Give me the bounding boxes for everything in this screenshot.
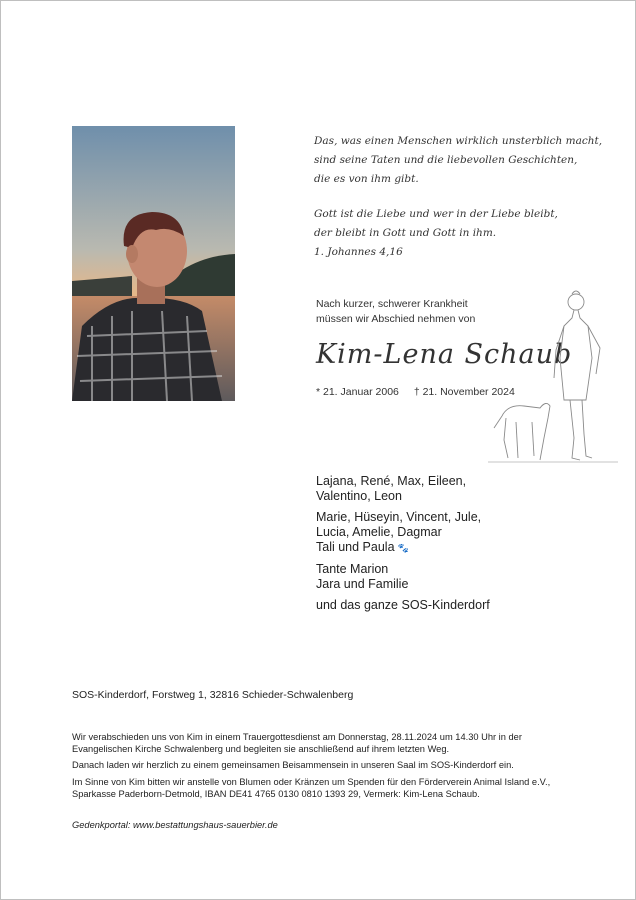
mourner-line: Tante Marion <box>316 562 389 576</box>
gathering-paragraph: Danach laden wir herzlich zu einem gemeinsamen Beisammensein in unseren Saal im SOS-Kinderdorf ein. <box>72 760 514 771</box>
bible-verse-line: der bleibt in Gott und Gott in ihm. <box>314 227 497 239</box>
donation-paragraph: Im Sinne von Kim bitten wir anstelle von Blumen oder Kränzen um Spenden für den Förderverein Animal Island e.V., Sparkasse Paderborn-Detmold, IBAN DE41 4765 0130 0810 1393 29, Vermerk: Kim-Lena Schaub. <box>72 776 551 799</box>
portrait-photo <box>72 126 235 401</box>
memorial-portal-link[interactable]: Gedenkportal: www.bestattungshaus-sauerbier.de <box>72 820 278 830</box>
mourner-line-text: Tali und Paula <box>316 540 395 554</box>
service-information <box>72 731 572 804</box>
mourner-line: Marie, Hüseyin, Vincent, Jule, <box>316 510 482 524</box>
mourners-list <box>316 474 490 619</box>
mourner-group <box>316 474 490 504</box>
mourner-line: Valentino, Leon <box>316 489 402 503</box>
mourner-group <box>316 562 490 592</box>
mourner-line: Lucia, Amelie, Dagmar <box>316 525 442 539</box>
line-drawing-girl-with-dog <box>488 288 618 468</box>
bible-reference: 1. Johannes 4,16 <box>314 246 403 258</box>
birth-date: * 21. Januar 2006 <box>316 386 399 398</box>
mourner-line: Jara und Familie <box>316 577 409 591</box>
poem-line: die es von ihm gibt. <box>314 173 419 185</box>
mourner-line: und das ganze SOS-Kinderdorf <box>316 598 490 612</box>
family-address: SOS-Kinderdorf, Forstweg 1, 32816 Schieder-Schwalenberg <box>72 689 354 701</box>
mourner-line <box>316 540 490 556</box>
deceased-name: Kim-Lena Schaub <box>316 339 573 370</box>
announcement-intro <box>316 297 475 327</box>
mourner-line: Lajana, René, Max, Eileen, <box>316 474 467 488</box>
intro-line: Nach kurzer, schwerer Krankheit <box>316 298 468 310</box>
mourner-group <box>316 510 490 556</box>
poem-line: Das, was einen Menschen wirklich unsterblich macht, <box>314 135 603 147</box>
mourner-group <box>316 598 490 613</box>
paw-prints-icon: 🐾 <box>397 543 409 553</box>
bible-verse-line: Gott ist die Liebe und wer in der Liebe bleibt, <box>314 208 558 220</box>
memorial-poem <box>314 132 614 262</box>
death-date: † 21. November 2024 <box>413 386 515 398</box>
service-paragraph: Wir verabschieden uns von Kim in einem Trauergottesdienst am Donnerstag, 28.11.2024 um 14.30 Uhr in der Evangelischen Kirche Schwalenberg und begleiten sie anschließend auf ihrem letzten Weg. <box>72 732 522 755</box>
intro-line: müssen wir Abschied nehmen von <box>316 313 476 325</box>
poem-line: sind seine Taten und die liebevollen Geschichten, <box>314 154 578 166</box>
